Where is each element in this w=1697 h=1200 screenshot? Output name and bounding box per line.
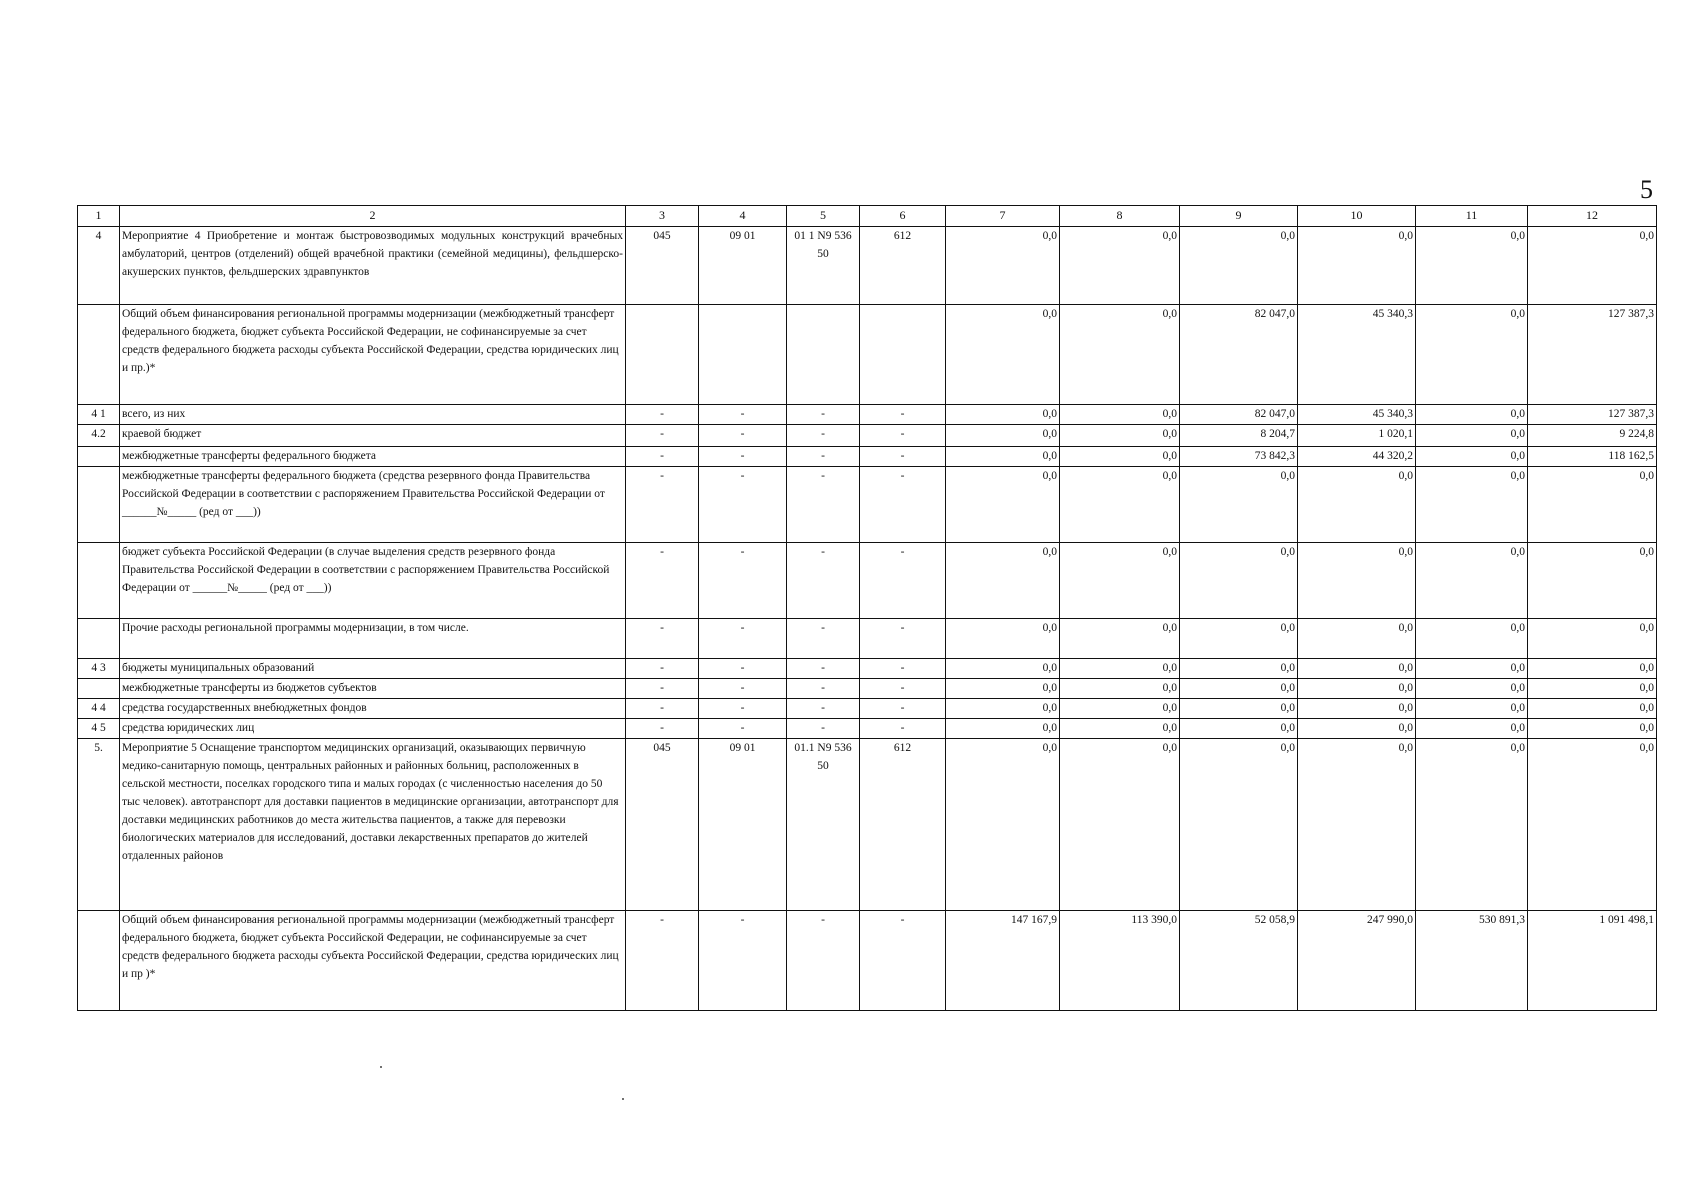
- table-row: [78, 619, 1657, 659]
- value-cell: 0,0: [1298, 659, 1416, 679]
- column-header: 1: [78, 206, 120, 227]
- value-cell: 0,0: [1416, 659, 1528, 679]
- value-cell: 0,0: [1060, 719, 1180, 739]
- value-cell: 45 340,3: [1298, 305, 1416, 405]
- code-cell: -: [626, 467, 699, 543]
- value-cell: 0,0: [1298, 699, 1416, 719]
- row-number: [78, 543, 120, 619]
- value-cell: 8 204,7: [1180, 425, 1298, 447]
- row-description: межбюджетные трансферты федерального бюджета: [120, 447, 626, 467]
- row-number: [78, 305, 120, 405]
- table-row: [78, 739, 1657, 911]
- code-cell: -: [787, 467, 860, 543]
- column-header: 8: [1060, 206, 1180, 227]
- code-cell: -: [626, 911, 699, 1011]
- value-cell: 0,0: [1060, 227, 1180, 305]
- value-cell: 0,0: [946, 227, 1060, 305]
- value-cell: 0,0: [1298, 227, 1416, 305]
- value-cell: 0,0: [1416, 305, 1528, 405]
- value-cell: 0,0: [1528, 679, 1657, 699]
- code-cell: -: [626, 679, 699, 699]
- code-cell: [626, 305, 699, 405]
- table-row: [78, 911, 1657, 1011]
- row-number: [78, 619, 120, 659]
- code-cell: -: [860, 699, 946, 719]
- row-number: 4 4: [78, 699, 120, 719]
- column-header: 9: [1180, 206, 1298, 227]
- row-description: всего, из них: [120, 405, 626, 425]
- value-cell: 0,0: [1060, 679, 1180, 699]
- value-cell: 0,0: [1416, 719, 1528, 739]
- code-cell: -: [699, 679, 787, 699]
- table-row: [78, 679, 1657, 699]
- value-cell: 0,0: [1180, 719, 1298, 739]
- value-cell: 0,0: [1528, 659, 1657, 679]
- code-cell: 09 01: [699, 227, 787, 305]
- code-cell: 045: [626, 227, 699, 305]
- value-cell: 0,0: [946, 619, 1060, 659]
- code-cell: -: [699, 719, 787, 739]
- code-cell: -: [626, 719, 699, 739]
- value-cell: 0,0: [1528, 619, 1657, 659]
- row-description: Общий объем финансирования региональной программы модернизации (межбюджетный трансферт федерального бюджета, бюджет субъекта Российской Федерации, не софинансируемые за счет средств федерального бюджета расходы субъекта Российской Федерации, средства юридических лиц и пр )*: [120, 911, 626, 1011]
- value-cell: 0,0: [1416, 739, 1528, 911]
- scan-speck: [622, 1098, 624, 1100]
- value-cell: 1 091 498,1: [1528, 911, 1657, 1011]
- row-number: 4 1: [78, 405, 120, 425]
- value-cell: 0,0: [1060, 659, 1180, 679]
- value-cell: 52 058,9: [1180, 911, 1298, 1011]
- row-description: межбюджетные трансферты федерального бюджета (средства резервного фонда Правительства Российской Федерации в соответствии с распоряжением Правительства Российской Федерации от ______№_____ (ред от ___)): [120, 467, 626, 543]
- code-cell: 01 1 N9 536 50: [787, 227, 860, 305]
- value-cell: 0,0: [1298, 543, 1416, 619]
- column-header: 5: [787, 206, 860, 227]
- value-cell: 0,0: [1060, 619, 1180, 659]
- value-cell: 0,0: [946, 719, 1060, 739]
- value-cell: 0,0: [1416, 447, 1528, 467]
- code-cell: 612: [860, 227, 946, 305]
- value-cell: 0,0: [946, 405, 1060, 425]
- value-cell: 0,0: [1528, 227, 1657, 305]
- code-cell: -: [787, 719, 860, 739]
- code-cell: 09 01: [699, 739, 787, 911]
- row-description: Прочие расходы региональной программы модернизации, в том числе.: [120, 619, 626, 659]
- value-cell: 127 387,3: [1528, 405, 1657, 425]
- table-row: [78, 405, 1657, 425]
- code-cell: -: [860, 447, 946, 467]
- row-number: 4: [78, 227, 120, 305]
- row-description: средства юридических лиц: [120, 719, 626, 739]
- code-cell: 01.1 N9 536 50: [787, 739, 860, 911]
- table-row: [78, 305, 1657, 405]
- code-cell: -: [787, 911, 860, 1011]
- code-cell: -: [860, 619, 946, 659]
- value-cell: 45 340,3: [1298, 405, 1416, 425]
- value-cell: 0,0: [1528, 739, 1657, 911]
- code-cell: -: [699, 425, 787, 447]
- column-header: 4: [699, 206, 787, 227]
- column-number-row: [78, 206, 1657, 227]
- row-description: краевой бюджет: [120, 425, 626, 447]
- code-cell: -: [860, 659, 946, 679]
- row-description: Мероприятие 5 Оснащение транспортом медицинских организаций, оказывающих первичную медико-санитарную помощь, центральных районных и районных больниц, расположенных в сельской местности, поселках городского типа и малых городах (с численностью населения до 50 тыс человек). автотранспорт для доставки пациентов в медицинские организации, автотранспорт для доставки медицинских работников до места жительства пациентов, а также для перевозки биологических материалов для исследований, доставки лекарственных препаратов до жителей отдаленных районов: [120, 739, 626, 911]
- table-row: [78, 659, 1657, 679]
- code-cell: -: [699, 911, 787, 1011]
- value-cell: 0,0: [946, 425, 1060, 447]
- value-cell: 0,0: [1060, 305, 1180, 405]
- row-number: 5.: [78, 739, 120, 911]
- value-cell: 0,0: [1416, 679, 1528, 699]
- value-cell: 0,0: [1180, 467, 1298, 543]
- value-cell: 0,0: [946, 543, 1060, 619]
- code-cell: 612: [860, 739, 946, 911]
- code-cell: -: [699, 467, 787, 543]
- value-cell: 0,0: [1416, 543, 1528, 619]
- value-cell: 0,0: [1060, 405, 1180, 425]
- value-cell: 0,0: [1180, 543, 1298, 619]
- value-cell: 1 020,1: [1298, 425, 1416, 447]
- code-cell: -: [699, 699, 787, 719]
- table-row: [78, 467, 1657, 543]
- code-cell: -: [860, 911, 946, 1011]
- value-cell: 0,0: [946, 447, 1060, 467]
- value-cell: 0,0: [1416, 467, 1528, 543]
- code-cell: -: [860, 543, 946, 619]
- column-header: 7: [946, 206, 1060, 227]
- value-cell: 147 167,9: [946, 911, 1060, 1011]
- code-cell: -: [860, 467, 946, 543]
- value-cell: 0,0: [1180, 659, 1298, 679]
- row-number: 4.2: [78, 425, 120, 447]
- row-number: 4 5: [78, 719, 120, 739]
- value-cell: 0,0: [1528, 719, 1657, 739]
- value-cell: 0,0: [1416, 405, 1528, 425]
- page-number: 5: [1640, 175, 1653, 204]
- code-cell: -: [787, 699, 860, 719]
- value-cell: 0,0: [1528, 699, 1657, 719]
- code-cell: -: [699, 619, 787, 659]
- code-cell: -: [860, 425, 946, 447]
- value-cell: 0,0: [1180, 699, 1298, 719]
- column-header: 3: [626, 206, 699, 227]
- code-cell: -: [626, 619, 699, 659]
- value-cell: 0,0: [1180, 679, 1298, 699]
- code-cell: [699, 305, 787, 405]
- column-header: 11: [1416, 206, 1528, 227]
- value-cell: 44 320,2: [1298, 447, 1416, 467]
- code-cell: -: [787, 659, 860, 679]
- value-cell: 0,0: [1416, 619, 1528, 659]
- column-header: 6: [860, 206, 946, 227]
- value-cell: 118 162,5: [1528, 447, 1657, 467]
- code-cell: -: [860, 719, 946, 739]
- code-cell: -: [699, 543, 787, 619]
- value-cell: 0,0: [1180, 227, 1298, 305]
- column-header: 12: [1528, 206, 1657, 227]
- value-cell: 0,0: [1298, 619, 1416, 659]
- row-description: Общий объем финансирования региональной программы модернизации (межбюджетный трансферт федерального бюджета, бюджет субъекта Российской Федерации, не софинансируемые за счет средств федерального бюджета расходы субъекта Российской Федерации, средства юридических лиц и пр.)*: [120, 305, 626, 405]
- value-cell: 0,0: [1416, 699, 1528, 719]
- value-cell: 0,0: [1298, 719, 1416, 739]
- code-cell: 045: [626, 739, 699, 911]
- code-cell: [860, 305, 946, 405]
- code-cell: -: [787, 447, 860, 467]
- code-cell: -: [787, 425, 860, 447]
- code-cell: -: [860, 405, 946, 425]
- code-cell: [787, 305, 860, 405]
- row-description: бюджеты муниципальных образований: [120, 659, 626, 679]
- code-cell: -: [787, 405, 860, 425]
- value-cell: 0,0: [1180, 739, 1298, 911]
- table-row: [78, 425, 1657, 447]
- row-description: средства государственных внебюджетных фондов: [120, 699, 626, 719]
- value-cell: 0,0: [946, 305, 1060, 405]
- value-cell: 0,0: [946, 739, 1060, 911]
- value-cell: 0,0: [1416, 227, 1528, 305]
- financing-table: [77, 205, 1657, 1011]
- value-cell: 113 390,0: [1060, 911, 1180, 1011]
- code-cell: -: [626, 447, 699, 467]
- value-cell: 0,0: [946, 659, 1060, 679]
- row-description: бюджет субъекта Российской Федерации (в случае выделения средств резервного фонда Правительства Российской Федерации в соответствии с распоряжением Правительства Российской Федерации от ______№_____ (ред от ___)): [120, 543, 626, 619]
- value-cell: 0,0: [1298, 679, 1416, 699]
- row-number: [78, 679, 120, 699]
- row-description: Мероприятие 4 Приобретение и монтаж быстровозводимых модульных конструкций врачебных амбулаторий, центров (отделений) общей врачебной практики (семейной медицины), фельдшерско-акушерских пунктов, фельдшерских здравпунктов: [120, 227, 626, 305]
- value-cell: 82 047,0: [1180, 405, 1298, 425]
- value-cell: 9 224,8: [1528, 425, 1657, 447]
- value-cell: 0,0: [1180, 619, 1298, 659]
- value-cell: 73 842,3: [1180, 447, 1298, 467]
- table-row: [78, 699, 1657, 719]
- row-number: [78, 911, 120, 1011]
- value-cell: 0,0: [1298, 739, 1416, 911]
- value-cell: 0,0: [946, 467, 1060, 543]
- value-cell: 0,0: [1528, 543, 1657, 619]
- column-header: 2: [120, 206, 626, 227]
- code-cell: -: [860, 679, 946, 699]
- code-cell: -: [787, 679, 860, 699]
- code-cell: -: [699, 447, 787, 467]
- code-cell: -: [787, 543, 860, 619]
- code-cell: -: [626, 659, 699, 679]
- code-cell: -: [699, 405, 787, 425]
- value-cell: 0,0: [1060, 447, 1180, 467]
- value-cell: 0,0: [1060, 425, 1180, 447]
- value-cell: 0,0: [946, 679, 1060, 699]
- code-cell: -: [787, 619, 860, 659]
- value-cell: 0,0: [1060, 699, 1180, 719]
- value-cell: 247 990,0: [1298, 911, 1416, 1011]
- value-cell: 0,0: [1298, 467, 1416, 543]
- table-row: [78, 543, 1657, 619]
- value-cell: 0,0: [946, 699, 1060, 719]
- row-description: межбюджетные трансферты из бюджетов субъектов: [120, 679, 626, 699]
- value-cell: 82 047,0: [1180, 305, 1298, 405]
- scan-speck: [380, 1066, 382, 1068]
- table-row: [78, 447, 1657, 467]
- value-cell: 127 387,3: [1528, 305, 1657, 405]
- value-cell: 0,0: [1528, 467, 1657, 543]
- code-cell: -: [626, 699, 699, 719]
- column-header: 10: [1298, 206, 1416, 227]
- value-cell: 0,0: [1416, 425, 1528, 447]
- value-cell: 0,0: [1060, 467, 1180, 543]
- row-number: 4 3: [78, 659, 120, 679]
- value-cell: 0,0: [1060, 543, 1180, 619]
- row-number: [78, 447, 120, 467]
- row-number: [78, 467, 120, 543]
- code-cell: -: [699, 659, 787, 679]
- code-cell: -: [626, 425, 699, 447]
- value-cell: 530 891,3: [1416, 911, 1528, 1011]
- code-cell: -: [626, 405, 699, 425]
- value-cell: 0,0: [1060, 739, 1180, 911]
- code-cell: -: [626, 543, 699, 619]
- table-row: [78, 227, 1657, 305]
- table-row: [78, 719, 1657, 739]
